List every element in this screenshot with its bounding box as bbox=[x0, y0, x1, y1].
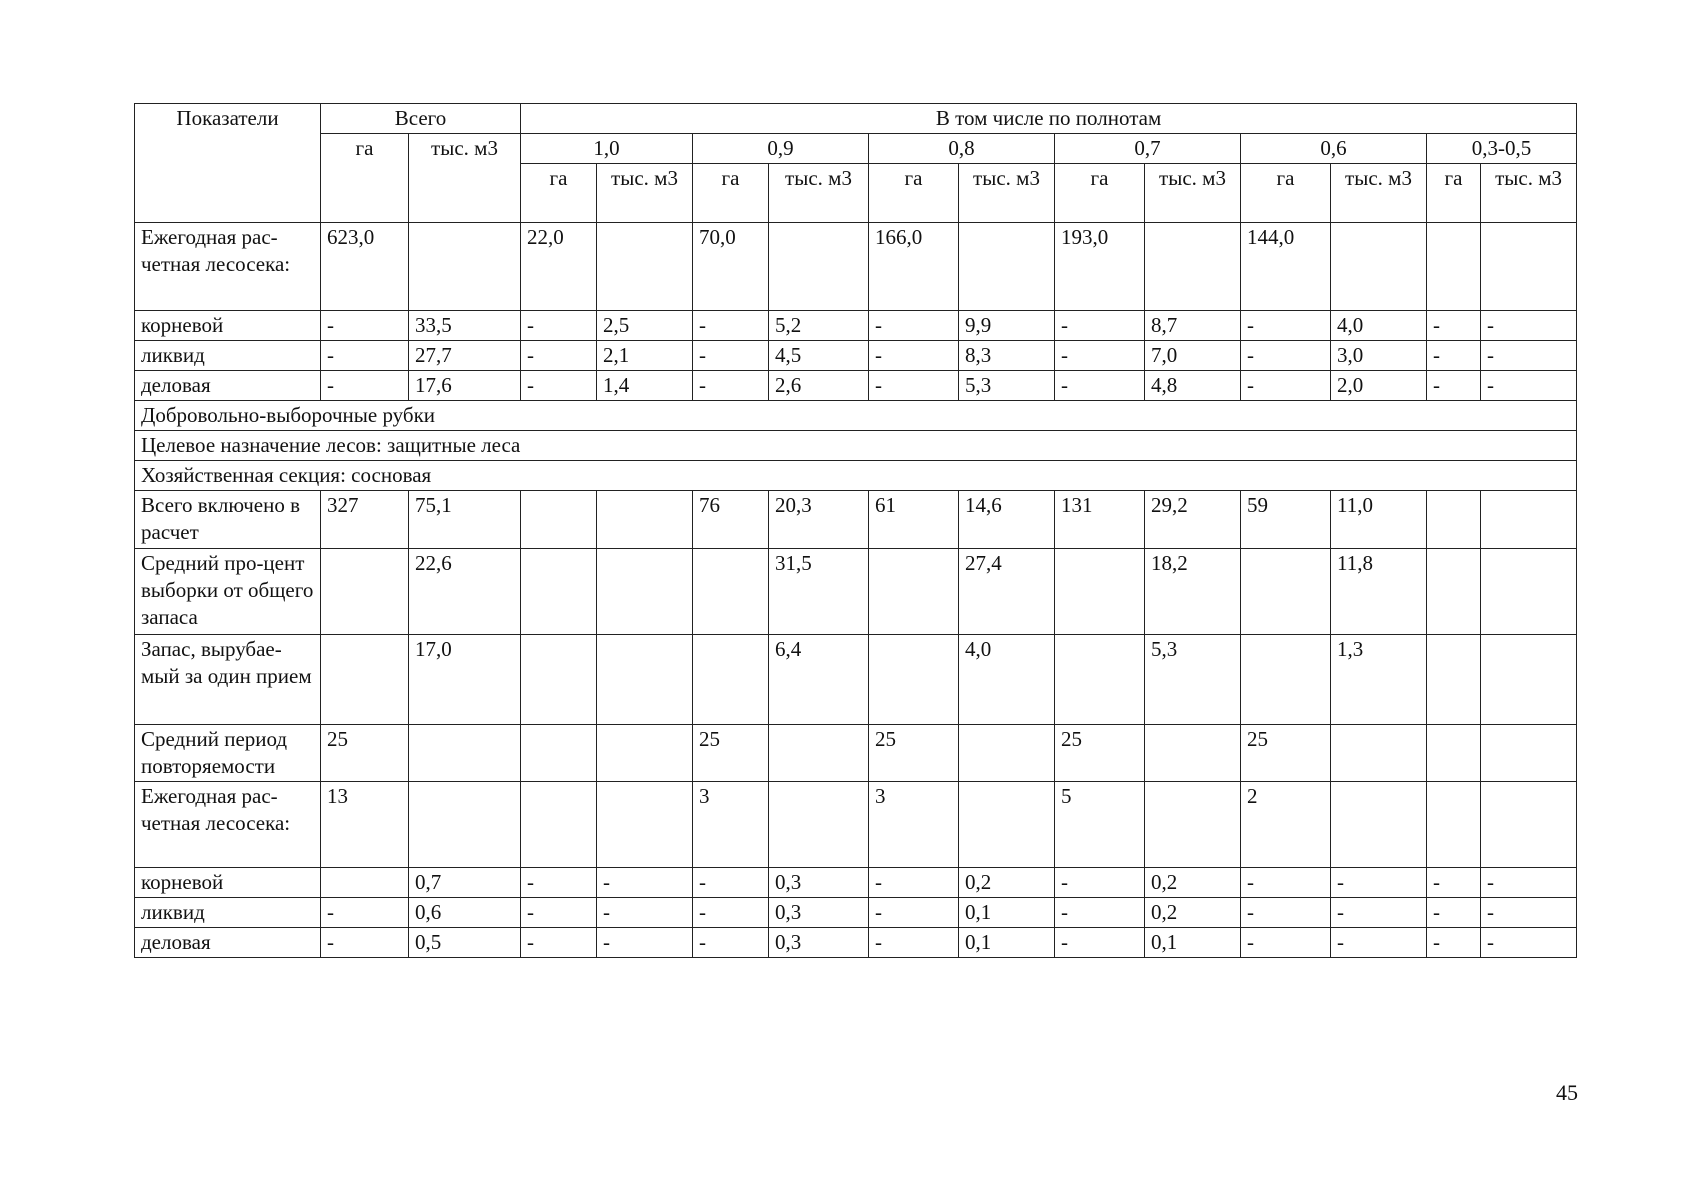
table-cell: 144,0 bbox=[1241, 223, 1331, 311]
header-row-2 bbox=[135, 134, 1577, 164]
table-cell bbox=[597, 725, 693, 782]
header-density-4: 0,6 bbox=[1241, 134, 1427, 164]
table-cell: 8,7 bbox=[1145, 311, 1241, 341]
table-cell bbox=[1481, 782, 1577, 868]
table-cell: - bbox=[693, 311, 769, 341]
table-cell bbox=[769, 782, 869, 868]
header-unit-ha: га bbox=[521, 164, 597, 223]
table-cell: - bbox=[1427, 341, 1481, 371]
table-cell: - bbox=[1481, 341, 1577, 371]
table-cell: - bbox=[1055, 898, 1145, 928]
table-cell: - bbox=[1055, 928, 1145, 958]
table-cell: 27,7 bbox=[409, 341, 521, 371]
table-cell: - bbox=[1481, 898, 1577, 928]
header-density-0: 1,0 bbox=[521, 134, 693, 164]
table-cell: 5 bbox=[1055, 782, 1145, 868]
row-label: Всего включено в расчет bbox=[135, 491, 321, 549]
table-row bbox=[135, 491, 1577, 549]
table-cell: 61 bbox=[869, 491, 959, 549]
table-cell: - bbox=[869, 341, 959, 371]
table-cell: 20,3 bbox=[769, 491, 869, 549]
table-cell: 1,3 bbox=[1331, 635, 1427, 725]
table-row bbox=[135, 341, 1577, 371]
table-cell: 25 bbox=[321, 725, 409, 782]
table-cell: 166,0 bbox=[869, 223, 959, 311]
table-cell: 131 bbox=[1055, 491, 1145, 549]
table-cell: - bbox=[1481, 928, 1577, 958]
table-cell: 18,2 bbox=[1145, 549, 1241, 635]
header-by-density: В том числе по полнотам bbox=[521, 104, 1577, 134]
table-cell: - bbox=[869, 898, 959, 928]
table-cell: - bbox=[521, 928, 597, 958]
table-cell: - bbox=[1427, 898, 1481, 928]
row-label: Ежегодная рас-четная лесосека: bbox=[135, 782, 321, 868]
table-cell: 5,2 bbox=[769, 311, 869, 341]
table-cell: 0,6 bbox=[409, 898, 521, 928]
table-cell bbox=[959, 782, 1055, 868]
table-cell: - bbox=[1055, 341, 1145, 371]
table-cell bbox=[521, 491, 597, 549]
table-cell: 0,5 bbox=[409, 928, 521, 958]
page-number: 45 bbox=[1556, 1080, 1578, 1105]
table-cell bbox=[409, 782, 521, 868]
table-cell bbox=[869, 635, 959, 725]
header-unit-ha: га bbox=[693, 164, 769, 223]
table-cell: 0,3 bbox=[769, 868, 869, 898]
table-row bbox=[135, 635, 1577, 725]
table-cell bbox=[693, 549, 769, 635]
table-cell: 193,0 bbox=[1055, 223, 1145, 311]
table-cell: - bbox=[1427, 311, 1481, 341]
table-cell: - bbox=[1055, 371, 1145, 401]
table-cell: - bbox=[869, 868, 959, 898]
table-cell: 22,6 bbox=[409, 549, 521, 635]
table-cell bbox=[409, 223, 521, 311]
table-cell: 4,0 bbox=[1331, 311, 1427, 341]
table-cell: 6,4 bbox=[769, 635, 869, 725]
table-cell: 25 bbox=[1241, 725, 1331, 782]
table-cell: - bbox=[321, 371, 409, 401]
table-cell bbox=[1481, 725, 1577, 782]
row-label: Запас, вырубае-мый за один прием bbox=[135, 635, 321, 725]
header-unit-m3: тыс. м3 bbox=[769, 164, 869, 223]
header-total-ha: га bbox=[321, 134, 409, 223]
section-row bbox=[135, 401, 1577, 431]
header-density-3: 0,7 bbox=[1055, 134, 1241, 164]
table-cell: 2 bbox=[1241, 782, 1331, 868]
table-cell bbox=[597, 782, 693, 868]
table-row bbox=[135, 898, 1577, 928]
header-row-1 bbox=[135, 104, 1577, 134]
table-row bbox=[135, 928, 1577, 958]
table-cell: - bbox=[1481, 371, 1577, 401]
table-cell bbox=[693, 635, 769, 725]
table-cell bbox=[597, 223, 693, 311]
table-cell: - bbox=[597, 868, 693, 898]
table-cell: 3,0 bbox=[1331, 341, 1427, 371]
table-cell bbox=[1427, 491, 1481, 549]
table-cell bbox=[521, 725, 597, 782]
table-cell: - bbox=[597, 898, 693, 928]
table-cell: - bbox=[597, 928, 693, 958]
table-cell bbox=[1241, 635, 1331, 725]
table-cell: 59 bbox=[1241, 491, 1331, 549]
table-cell bbox=[959, 725, 1055, 782]
table-cell: 14,6 bbox=[959, 491, 1055, 549]
table-cell bbox=[1481, 223, 1577, 311]
header-unit-m3: тыс. м3 bbox=[1145, 164, 1241, 223]
table-cell: 13 bbox=[321, 782, 409, 868]
table-cell: 0,2 bbox=[1145, 898, 1241, 928]
table-cell bbox=[1331, 223, 1427, 311]
table-cell: - bbox=[321, 898, 409, 928]
table-cell: - bbox=[693, 928, 769, 958]
table-cell: - bbox=[1241, 898, 1331, 928]
row-label: деловая bbox=[135, 371, 321, 401]
table-cell: - bbox=[693, 341, 769, 371]
table-cell bbox=[321, 549, 409, 635]
table-cell: 31,5 bbox=[769, 549, 869, 635]
table-cell: 623,0 bbox=[321, 223, 409, 311]
table-cell: - bbox=[521, 371, 597, 401]
table-cell: 27,4 bbox=[959, 549, 1055, 635]
table-cell bbox=[1055, 635, 1145, 725]
table-cell bbox=[597, 491, 693, 549]
table-cell bbox=[869, 549, 959, 635]
table-cell bbox=[597, 635, 693, 725]
forest-cutting-table bbox=[134, 103, 1577, 958]
table-cell: - bbox=[1331, 928, 1427, 958]
table-cell: 327 bbox=[321, 491, 409, 549]
table-cell: - bbox=[869, 371, 959, 401]
table-cell: 4,5 bbox=[769, 341, 869, 371]
table-cell: - bbox=[1241, 311, 1331, 341]
table-cell: 4,0 bbox=[959, 635, 1055, 725]
table-cell bbox=[521, 635, 597, 725]
table-cell: 7,0 bbox=[1145, 341, 1241, 371]
table-cell bbox=[1427, 223, 1481, 311]
table-cell: 25 bbox=[1055, 725, 1145, 782]
table-cell: 2,1 bbox=[597, 341, 693, 371]
header-unit-m3: тыс. м3 bbox=[597, 164, 693, 223]
table-cell: 25 bbox=[869, 725, 959, 782]
header-unit-ha: га bbox=[1427, 164, 1481, 223]
table-cell: - bbox=[1241, 868, 1331, 898]
section-row bbox=[135, 461, 1577, 491]
table-cell bbox=[321, 868, 409, 898]
header-total: Всего bbox=[321, 104, 521, 134]
table-cell: - bbox=[693, 898, 769, 928]
table-cell: - bbox=[869, 928, 959, 958]
table-cell: - bbox=[1241, 371, 1331, 401]
table-cell: 76 bbox=[693, 491, 769, 549]
table-cell: - bbox=[1241, 341, 1331, 371]
table-cell: - bbox=[693, 868, 769, 898]
table-cell bbox=[1145, 782, 1241, 868]
header-unit-m3: тыс. м3 bbox=[1481, 164, 1577, 223]
table-cell: - bbox=[521, 311, 597, 341]
table-cell bbox=[1481, 549, 1577, 635]
table-cell: 33,5 bbox=[409, 311, 521, 341]
row-label: Средний период повторяемости bbox=[135, 725, 321, 782]
table-cell bbox=[769, 223, 869, 311]
table-cell bbox=[1427, 725, 1481, 782]
table-cell: 75,1 bbox=[409, 491, 521, 549]
table-cell: 2,6 bbox=[769, 371, 869, 401]
table-cell bbox=[521, 549, 597, 635]
table-cell: 29,2 bbox=[1145, 491, 1241, 549]
table-cell: 8,3 bbox=[959, 341, 1055, 371]
header-unit-ha: га bbox=[869, 164, 959, 223]
table-cell bbox=[1241, 549, 1331, 635]
table-cell: - bbox=[1427, 928, 1481, 958]
table-cell bbox=[959, 223, 1055, 311]
header-density-2: 0,8 bbox=[869, 134, 1055, 164]
table-cell bbox=[1427, 549, 1481, 635]
header-unit-ha: га bbox=[1241, 164, 1331, 223]
table-cell: 2,0 bbox=[1331, 371, 1427, 401]
table-cell: 1,4 bbox=[597, 371, 693, 401]
table-cell: - bbox=[321, 311, 409, 341]
table-cell bbox=[1331, 725, 1427, 782]
table-row bbox=[135, 725, 1577, 782]
table-cell: 17,6 bbox=[409, 371, 521, 401]
table-cell: - bbox=[521, 868, 597, 898]
table-cell: 0,3 bbox=[769, 928, 869, 958]
table-cell bbox=[521, 782, 597, 868]
table-cell bbox=[321, 635, 409, 725]
table-cell: - bbox=[869, 311, 959, 341]
table-body bbox=[135, 223, 1577, 958]
table-cell bbox=[1427, 782, 1481, 868]
table-cell: - bbox=[1481, 868, 1577, 898]
section-heading: Целевое назначение лесов: защитные леса bbox=[135, 431, 1577, 461]
table-cell: 0,1 bbox=[1145, 928, 1241, 958]
table-cell: 5,3 bbox=[1145, 635, 1241, 725]
table-cell bbox=[1055, 549, 1145, 635]
table-cell: - bbox=[1331, 868, 1427, 898]
table-row bbox=[135, 549, 1577, 635]
table-cell bbox=[597, 549, 693, 635]
table-cell: - bbox=[1241, 928, 1331, 958]
table-cell: 3 bbox=[693, 782, 769, 868]
table-cell: 11,0 bbox=[1331, 491, 1427, 549]
table-cell: 2,5 bbox=[597, 311, 693, 341]
table-cell: 0,1 bbox=[959, 898, 1055, 928]
row-label: ликвид bbox=[135, 898, 321, 928]
header-unit-ha: га bbox=[1055, 164, 1145, 223]
table-cell: 22,0 bbox=[521, 223, 597, 311]
table-cell: 0,1 bbox=[959, 928, 1055, 958]
row-label: Средний про-цент выборки от общего запаса bbox=[135, 549, 321, 635]
table-cell bbox=[1145, 223, 1241, 311]
table-cell: 4,8 bbox=[1145, 371, 1241, 401]
table-cell: 3 bbox=[869, 782, 959, 868]
row-label: Ежегодная рас-четная лесосека: bbox=[135, 223, 321, 311]
table-cell: - bbox=[693, 371, 769, 401]
table-cell bbox=[1427, 635, 1481, 725]
table-cell: 0,3 bbox=[769, 898, 869, 928]
table-cell: 25 bbox=[693, 725, 769, 782]
table-cell: 0,2 bbox=[959, 868, 1055, 898]
table-cell: - bbox=[521, 898, 597, 928]
table-row bbox=[135, 311, 1577, 341]
section-heading: Хозяйственная секция: сосновая bbox=[135, 461, 1577, 491]
table-cell: - bbox=[1055, 311, 1145, 341]
row-label: ликвид bbox=[135, 341, 321, 371]
table-row bbox=[135, 371, 1577, 401]
table-row bbox=[135, 782, 1577, 868]
table-cell: - bbox=[1427, 868, 1481, 898]
table-cell: - bbox=[321, 928, 409, 958]
table-cell: 0,2 bbox=[1145, 868, 1241, 898]
table-cell: - bbox=[521, 341, 597, 371]
row-label: корневой bbox=[135, 868, 321, 898]
header-indicators: Показатели bbox=[135, 104, 321, 223]
section-row bbox=[135, 431, 1577, 461]
table-cell bbox=[769, 725, 869, 782]
table-cell: - bbox=[1481, 311, 1577, 341]
table-cell: 5,3 bbox=[959, 371, 1055, 401]
table-cell bbox=[409, 725, 521, 782]
table-row bbox=[135, 223, 1577, 311]
table-cell: - bbox=[321, 341, 409, 371]
table-cell bbox=[1145, 725, 1241, 782]
row-label: корневой bbox=[135, 311, 321, 341]
header-density-5: 0,3-0,5 bbox=[1427, 134, 1577, 164]
table-cell: - bbox=[1331, 898, 1427, 928]
section-heading: Добровольно-выборочные рубки bbox=[135, 401, 1577, 431]
table-cell: 70,0 bbox=[693, 223, 769, 311]
header-total-m3: тыс. м3 bbox=[409, 134, 521, 223]
row-label: деловая bbox=[135, 928, 321, 958]
table-cell bbox=[1331, 782, 1427, 868]
table-cell bbox=[1481, 635, 1577, 725]
header-density-1: 0,9 bbox=[693, 134, 869, 164]
table-cell: 17,0 bbox=[409, 635, 521, 725]
table-cell: 0,7 bbox=[409, 868, 521, 898]
table-cell: - bbox=[1427, 371, 1481, 401]
table-cell: 11,8 bbox=[1331, 549, 1427, 635]
table-row bbox=[135, 868, 1577, 898]
table-cell: 9,9 bbox=[959, 311, 1055, 341]
table-cell: - bbox=[1055, 868, 1145, 898]
header-unit-m3: тыс. м3 bbox=[959, 164, 1055, 223]
header-unit-m3: тыс. м3 bbox=[1331, 164, 1427, 223]
table-cell bbox=[1481, 491, 1577, 549]
